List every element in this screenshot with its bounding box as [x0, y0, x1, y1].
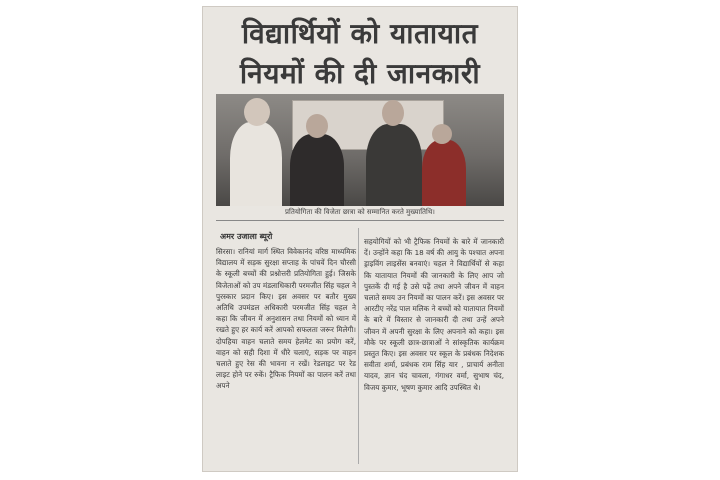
person-student	[422, 140, 466, 206]
newspaper-clipping	[202, 6, 518, 472]
person-official-head	[306, 114, 328, 138]
event-photo	[216, 94, 504, 206]
person-guest-head	[382, 100, 404, 126]
person-elder-head	[244, 98, 270, 126]
column-divider	[358, 228, 359, 464]
person-student-head	[432, 124, 452, 144]
person-elder	[230, 122, 282, 206]
caption-divider	[216, 220, 504, 221]
photo-caption: प्रतियोगिता की विजेता छात्रा को सम्मानित करते मुख्यातिथि।	[285, 208, 435, 216]
person-official	[290, 134, 344, 206]
byline: अमर उजाला ब्यूरो	[220, 232, 273, 241]
headline-line-1: विद्यार्थियों को यातायात	[241, 17, 479, 50]
headline-line-2: नियमों की दी जानकारी	[239, 57, 481, 90]
article-column-1: सिरसा। रानियां मार्ग स्थित विवेकानंद वरिष्ठ माध्यमिक विद्यालय में सड़क सुरक्षा सप्ताह के पांचवें दिन चौरसी के स्कूली बच्चों की प्रश्नोत्तरी प्रतियोगिता हुई। जिसके विजेताओं को उप मंडलाधिकारी परमजीत सिंह चहल ने पुरस्कार प्रदान किए। इस अवसर पर बतौर मुख्य अतिथि उपमंडल अधिकारी परमजीत सिंह चहल ने कहा कि जीवन में अनुशासन तथा नियमों को ध्यान में रखते हुए हर कार्य करें आपको सफलता जरूर मिलेगी। दोपहिया वाहन चलाते समय हेलमेट का प्रयोग करें, वाहन को सही दिशा में धीरे चलाएं, सड़क पर वाहन चलाते हुए रेस की भावना न रखें। रेडलाइट पर रेड लाइट होने पर रुकें। ट्रैफिक नियमों का पालन करें तथा अपने	[216, 247, 356, 391]
article-column-2: सहयोगियों को भी ट्रैफिक नियमों के बारे में जानकारी दें। उन्होंने कहा कि 18 वर्ष की आयु के पश्चात अपना ड्राइविंग लाइसेंस बनवाएं। चहल ने विद्यार्थियों से कहा कि यातायात नियमों की जानकारी के लिए आप जो पुस्तकें दी गई है उसे पढ़ें तथा अपने जीवन में वाहन चलाते समय उन नियमों का पालन करें। इस अवसर पर आरटीए नरेंद्र पाल मलिक ने बच्चों को यातायात नियमों के बारे में विस्तार से जानकारी दी तथा उन्हें अपने जीवन में अपनी सुरक्षा के लिए अपनाने को कहा। इस मौके पर स्कूली छात्र-छात्राओं ने सांस्कृतिक कार्यक्रम प्रस्तुत किए। इस अवसर पर स्कूल के प्रबंधक निदेशक सवीता शर्मा, प्रबंधक राम सिंह यार , प्राचार्य अनीता यादव, ज्ञान चंद चावला, गंगाधर वर्मा, सुभाष चंद, विजय कुमार, भूषण कुमार आदि उपस्थित थे।	[364, 237, 504, 392]
person-guest	[366, 124, 422, 206]
